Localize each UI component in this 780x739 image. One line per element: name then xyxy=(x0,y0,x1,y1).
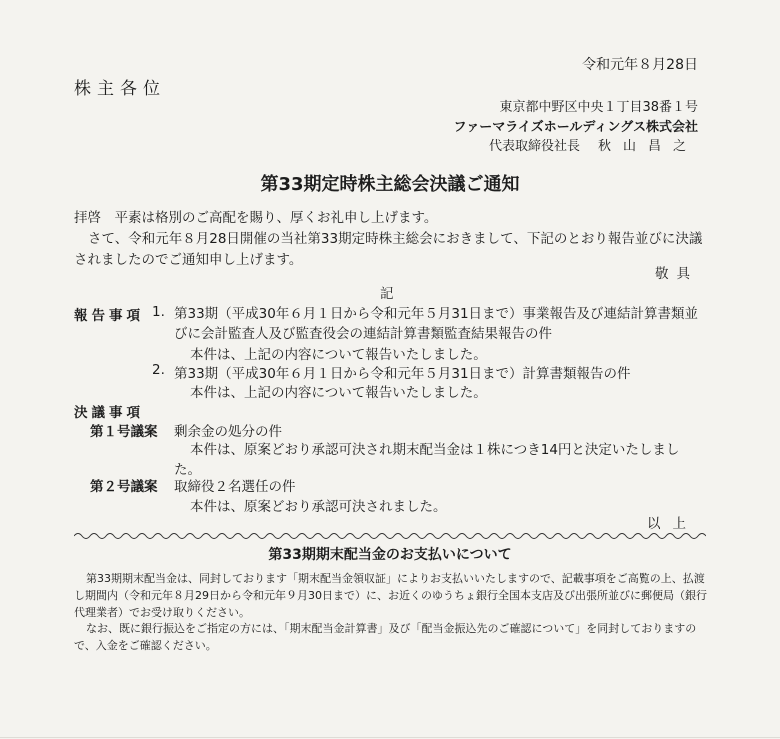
issue-date: 令和元年８月28日 xyxy=(582,57,698,73)
sender-representative xyxy=(489,135,698,154)
greeting-body: さて、令和元年８月28日開催の当社第33期定時株主総会におきまして、下記のとおり報告並びに決議されましたのでご通知申し上げます。 xyxy=(74,231,703,268)
sender-address: 東京都中野区中央１丁目38番１号 xyxy=(499,100,698,115)
resolution-1-label: 第１号議案 xyxy=(90,424,158,440)
report-2-text: 第33期（平成30年６月１日から令和元年５月31日まで）計算書類報告の件 xyxy=(174,366,631,382)
wavy-divider xyxy=(74,531,706,541)
addressee: 株主各位 xyxy=(74,79,166,99)
resolution-2-label: 第２号議案 xyxy=(90,479,158,495)
rep-name: 秋山昌之 xyxy=(597,139,698,154)
report-1-detail: 本件は、上記の内容について報告いたしました。 xyxy=(190,347,487,363)
resolution-1-detail: 本件は、原案どおり承認可決され期末配当金は１株につき14円と決定いたしました。 xyxy=(174,442,680,478)
report-2-number: 2. xyxy=(152,362,165,378)
resolution-2-title: 取締役２名選任の件 xyxy=(174,479,296,495)
report-1-text: 第33期（平成30年６月１日から令和元年５月31日まで）事業報告及び連結計算書類並びに会計監査人及び監査役会の連結計算書類監査結果報告の件 xyxy=(174,306,699,342)
reports-heading: 報告事項 xyxy=(74,308,144,324)
closing-ijou: 以上 xyxy=(647,516,698,532)
document-title: 第33期定時株主総会決議ご通知 xyxy=(260,174,520,195)
ki-marker: 記 xyxy=(380,286,394,302)
resolution-2-detail: 本件は、原案どおり承認可決されました。 xyxy=(190,499,447,515)
resolutions-heading: 決議事項 xyxy=(74,405,144,421)
report-2-detail: 本件は、上記の内容について報告いたしました。 xyxy=(190,385,487,401)
closing-keigu: 敬具 xyxy=(655,266,698,282)
dividend-title: 第33期期末配当金のお支払いについて xyxy=(268,547,512,563)
page-fold-line xyxy=(0,737,780,738)
dividend-para-1: 第33期期末配当金は、同封しております「期末配当金領収証」によりお支払いいたしますので、記載事項をご高覧の上、払渡し期間内（令和元年８月29日から令和元年９月30日まで）に、お近くのゆうちょ銀行全国本支店及び出張所並びに郵便局（銀行代理業者）でお受け取りください。 xyxy=(74,572,707,619)
sender-company: ファーマライズホールディングス株式会社 xyxy=(453,120,698,135)
resolution-1-title: 剰余金の処分の件 xyxy=(174,424,282,440)
dividend-para-2: なお、既に銀行振込をご指定の方には、「期末配当金計算書」及び「配当金振込先のご確認について」を同封しておりますので、入金をご確認ください。 xyxy=(74,622,697,652)
report-1-number: 1. xyxy=(152,304,165,320)
greeting-line: 拝啓 平素は格別のご高配を賜り、厚くお礼申し上げます。 xyxy=(74,210,438,226)
rep-title: 代表取締役社長 xyxy=(488,139,580,154)
